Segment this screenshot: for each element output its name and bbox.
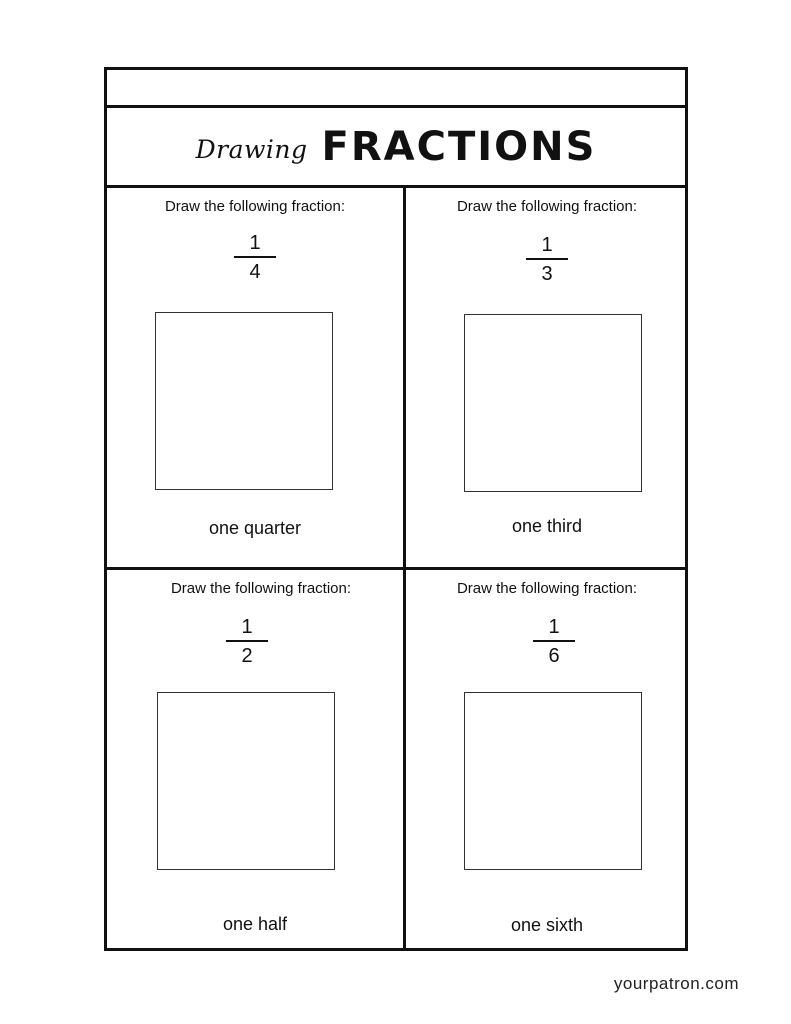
footer-website: yourpatron.com (613, 974, 739, 993)
fraction-bar (234, 256, 276, 258)
drawing-box[interactable] (464, 314, 642, 492)
instruction-text: Draw the following fraction: (456, 580, 638, 597)
numerator: 1 (541, 234, 553, 256)
fraction (229, 232, 281, 283)
instruction-text: Draw the following fraction: (164, 198, 346, 215)
drawing-box[interactable] (155, 312, 333, 490)
fraction-word: one sixth (510, 915, 584, 935)
drawing-box[interactable] (157, 692, 335, 870)
fraction-cell-3 (107, 570, 403, 951)
denominator: 2 (241, 645, 253, 667)
denominator: 3 (541, 263, 553, 285)
title-band (107, 108, 685, 188)
numerator: 1 (548, 616, 560, 638)
page-title: FRACTIONS (321, 123, 597, 170)
fraction-cell-1 (107, 188, 403, 567)
denominator: 4 (249, 261, 261, 283)
numerator: 1 (249, 232, 261, 254)
drawing-box[interactable] (464, 692, 642, 870)
fraction-bar (226, 640, 268, 642)
worksheet-frame (104, 67, 688, 951)
fraction-word: one third (511, 516, 583, 536)
fraction (528, 616, 580, 667)
numerator: 1 (241, 616, 253, 638)
instruction-text: Draw the following fraction: (170, 580, 352, 597)
fraction-bar (533, 640, 575, 642)
fraction (221, 616, 273, 667)
title-script-word: Drawing (195, 135, 308, 164)
denominator: 6 (548, 645, 560, 667)
fraction-cell-4 (406, 570, 688, 951)
instruction-text: Draw the following fraction: (456, 198, 638, 215)
fraction-bar (526, 258, 568, 260)
fraction-word: one half (222, 914, 288, 934)
header-strip (107, 70, 685, 108)
fraction-word: one quarter (208, 518, 302, 538)
fraction (521, 234, 573, 285)
fraction-cell-2 (406, 188, 688, 567)
